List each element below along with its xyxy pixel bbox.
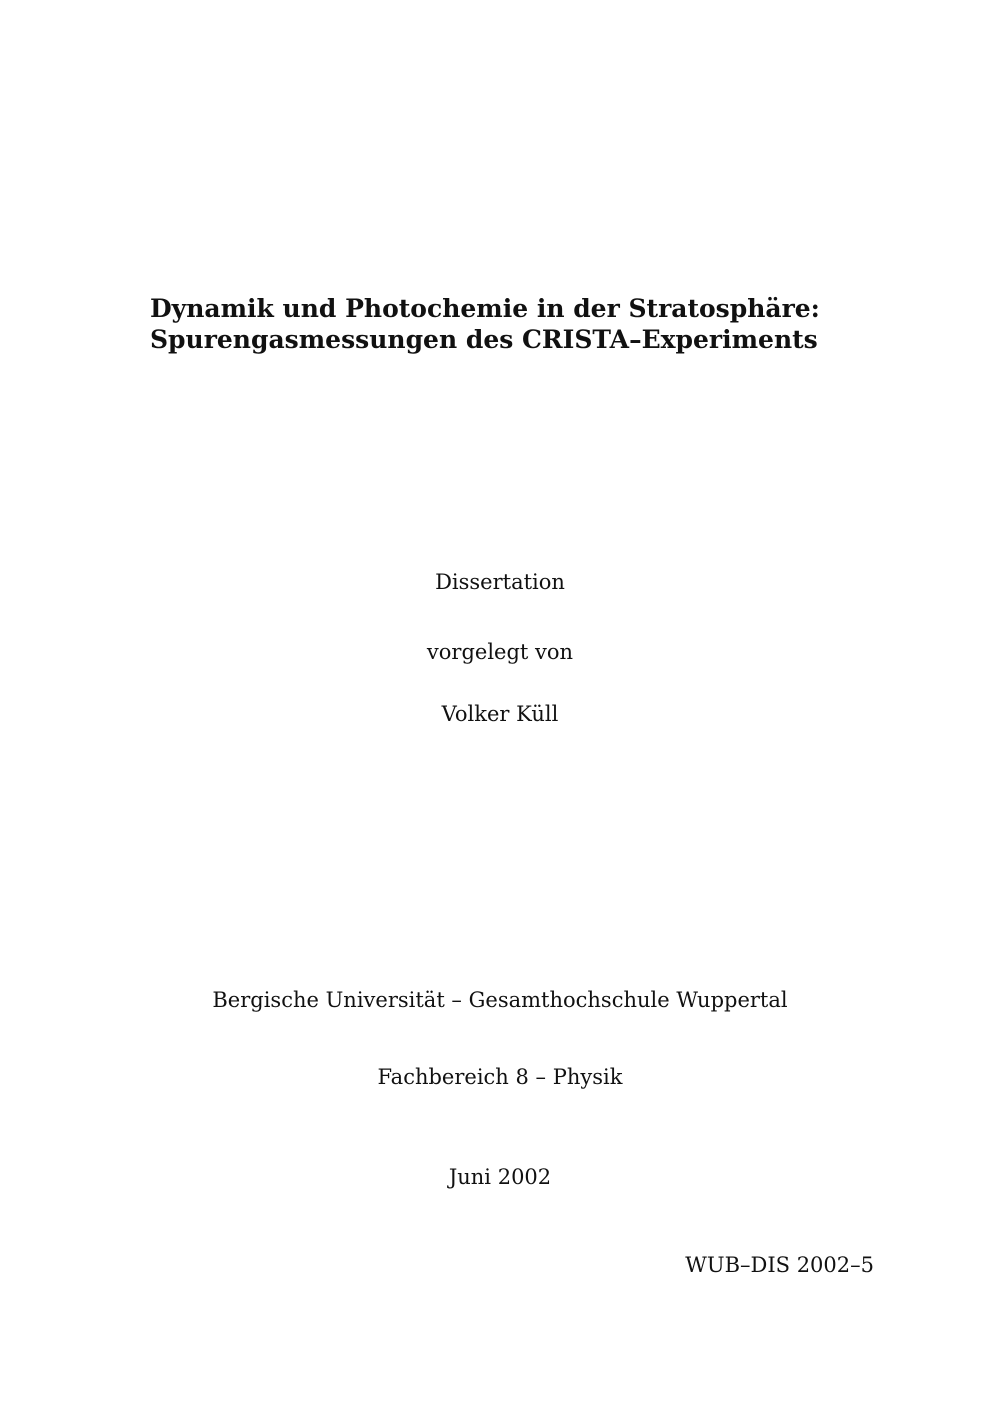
report-number: WUB–DIS 2002–5	[685, 1253, 874, 1277]
title-line-1: Dynamik und Photochemie in der Stratosphäre:	[150, 294, 820, 323]
presented-by: vorgelegt von	[426, 640, 574, 664]
department-name: Fachbereich 8 – Physik	[377, 1065, 623, 1089]
document-type: Dissertation	[435, 570, 565, 594]
submission-date: Juni 2002	[448, 1165, 552, 1189]
author-name: Volker Küll	[441, 702, 559, 726]
title-line-2: Spurengasmessungen des CRISTA–Experiments	[150, 325, 818, 354]
university-name: Bergische Universität – Gesamthochschule Wuppertal	[212, 988, 788, 1012]
